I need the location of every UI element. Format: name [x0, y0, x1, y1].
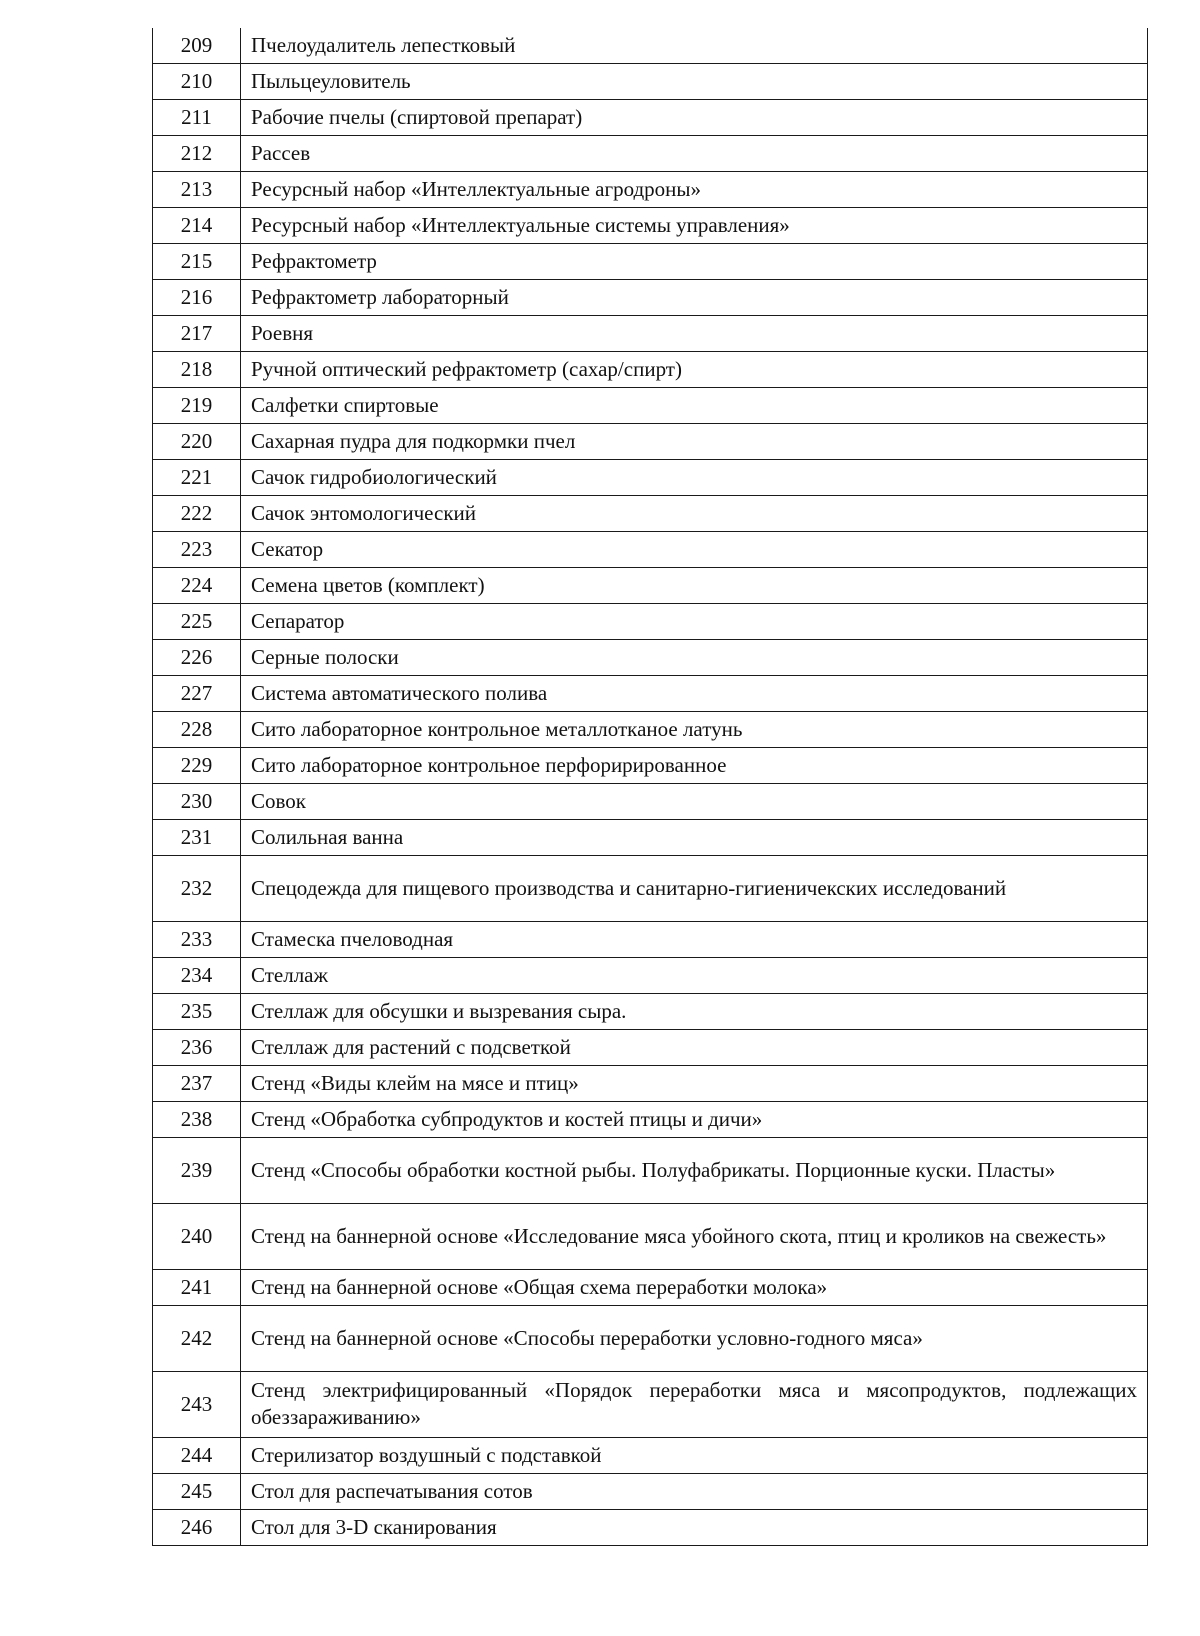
item-name: Ресурсный набор «Интеллектуальные системы управления»: [241, 208, 1148, 244]
row-number: 239: [153, 1138, 241, 1204]
row-number: 230: [153, 784, 241, 820]
item-name: Стенд «Виды клейм на мясе и птиц»: [241, 1066, 1148, 1102]
item-name: Пчелоудалитель лепестковый: [241, 28, 1148, 64]
table-row: [153, 1510, 1148, 1546]
table-row: [153, 712, 1148, 748]
table-row: [153, 1030, 1148, 1066]
row-number: 235: [153, 994, 241, 1030]
table-row: [153, 1102, 1148, 1138]
row-number: 224: [153, 568, 241, 604]
item-name: Стенд на баннерной основе «Исследование мяса убойного скота, птиц и кроликов на свежесть»: [241, 1204, 1148, 1270]
item-name: Пыльцеуловитель: [241, 64, 1148, 100]
table-row: [153, 820, 1148, 856]
item-name: Спецодежда для пищевого производства и санитарно-гигиеничекских исследований: [241, 856, 1148, 922]
item-name: Ручной оптический рефрактометр (сахар/спирт): [241, 352, 1148, 388]
item-name: Стерилизатор воздушный с подставкой: [241, 1438, 1148, 1474]
item-name: Семена цветов (комплект): [241, 568, 1148, 604]
row-number: 245: [153, 1474, 241, 1510]
table-row: [153, 244, 1148, 280]
row-number: 233: [153, 922, 241, 958]
item-name: Рефрактометр: [241, 244, 1148, 280]
table-row: [153, 136, 1148, 172]
item-name: Стенд на баннерной основе «Способы переработки условно-годного мяса»: [241, 1306, 1148, 1372]
row-number: 225: [153, 604, 241, 640]
row-number: 216: [153, 280, 241, 316]
row-number: 209: [153, 28, 241, 64]
row-number: 215: [153, 244, 241, 280]
item-name: Стол для распечатывания сотов: [241, 1474, 1148, 1510]
table-row: [153, 316, 1148, 352]
row-number: 222: [153, 496, 241, 532]
row-number: 218: [153, 352, 241, 388]
table-row: [153, 1138, 1148, 1204]
table-row: [153, 352, 1148, 388]
item-name: Секатор: [241, 532, 1148, 568]
row-number: 226: [153, 640, 241, 676]
item-name: Салфетки спиртовые: [241, 388, 1148, 424]
table-row: [153, 172, 1148, 208]
item-name: Стеллаж для обсушки и вызревания сыра.: [241, 994, 1148, 1030]
row-number: 241: [153, 1270, 241, 1306]
table-row: [153, 496, 1148, 532]
table-row: [153, 568, 1148, 604]
item-name: Ресурсный набор «Интеллектуальные агродроны»: [241, 172, 1148, 208]
row-number: 211: [153, 100, 241, 136]
item-name: Сито лабораторное контрольное металлотканое латунь: [241, 712, 1148, 748]
table-row: [153, 676, 1148, 712]
row-number: 246: [153, 1510, 241, 1546]
table-row: [153, 994, 1148, 1030]
item-name: Стол для 3-D сканирования: [241, 1510, 1148, 1546]
item-name: Рассев: [241, 136, 1148, 172]
equipment-table: [152, 28, 1148, 1546]
item-name: Стенд «Обработка субпродуктов и костей птицы и дичи»: [241, 1102, 1148, 1138]
row-number: 243: [153, 1372, 241, 1438]
table-row: [153, 1474, 1148, 1510]
row-number: 220: [153, 424, 241, 460]
item-name: Стенд на баннерной основе «Общая схема переработки молока»: [241, 1270, 1148, 1306]
table-row: [153, 922, 1148, 958]
table-row: [153, 784, 1148, 820]
table-row: [153, 1306, 1148, 1372]
table-row: [153, 208, 1148, 244]
item-name: Сачок гидробиологический: [241, 460, 1148, 496]
table-row: [153, 604, 1148, 640]
row-number: 236: [153, 1030, 241, 1066]
item-name: Сахарная пудра для подкормки пчел: [241, 424, 1148, 460]
row-number: 221: [153, 460, 241, 496]
row-number: 244: [153, 1438, 241, 1474]
row-number: 227: [153, 676, 241, 712]
row-number: 232: [153, 856, 241, 922]
row-number: 229: [153, 748, 241, 784]
row-number: 237: [153, 1066, 241, 1102]
item-name: Сепаратор: [241, 604, 1148, 640]
table-row: [153, 856, 1148, 922]
table-body: [153, 28, 1148, 1546]
row-number: 234: [153, 958, 241, 994]
row-number: 219: [153, 388, 241, 424]
row-number: 223: [153, 532, 241, 568]
row-number: 214: [153, 208, 241, 244]
item-name: Система автоматического полива: [241, 676, 1148, 712]
item-name: Серные полоски: [241, 640, 1148, 676]
item-name: Солильная ванна: [241, 820, 1148, 856]
row-number: 210: [153, 64, 241, 100]
table-row: [153, 532, 1148, 568]
row-number: 242: [153, 1306, 241, 1372]
table-row: [153, 424, 1148, 460]
row-number: 212: [153, 136, 241, 172]
table-row: [153, 460, 1148, 496]
row-number: 228: [153, 712, 241, 748]
item-name: Стеллаж для растений с подсветкой: [241, 1030, 1148, 1066]
row-number: 240: [153, 1204, 241, 1270]
row-number: 213: [153, 172, 241, 208]
table-row: [153, 100, 1148, 136]
item-name: Стеллаж: [241, 958, 1148, 994]
table-row: [153, 280, 1148, 316]
table-row: [153, 1270, 1148, 1306]
table-row: [153, 1204, 1148, 1270]
row-number: 231: [153, 820, 241, 856]
table-row: [153, 1066, 1148, 1102]
table-row: [153, 64, 1148, 100]
table-row: [153, 640, 1148, 676]
row-number: 217: [153, 316, 241, 352]
item-name: Стенд «Способы обработки костной рыбы. Полуфабрикаты. Порционные куски. Пласты»: [241, 1138, 1148, 1204]
table-row: [153, 1372, 1148, 1438]
item-name: Стамеска пчеловодная: [241, 922, 1148, 958]
table-row: [153, 1438, 1148, 1474]
item-name: Рабочие пчелы (спиртовой препарат): [241, 100, 1148, 136]
table-row: [153, 388, 1148, 424]
item-name: Роевня: [241, 316, 1148, 352]
row-number: 238: [153, 1102, 241, 1138]
item-name: Рефрактометр лабораторный: [241, 280, 1148, 316]
table-row: [153, 748, 1148, 784]
table-row: [153, 958, 1148, 994]
item-name: Сачок энтомологический: [241, 496, 1148, 532]
table-row: [153, 28, 1148, 64]
item-name: Совок: [241, 784, 1148, 820]
item-name: Сито лабораторное контрольное перфорирированное: [241, 748, 1148, 784]
item-name: Стенд электрифицированный «Порядок переработки мяса и мясопродуктов, подлежащих обеззараживанию»: [241, 1372, 1148, 1438]
